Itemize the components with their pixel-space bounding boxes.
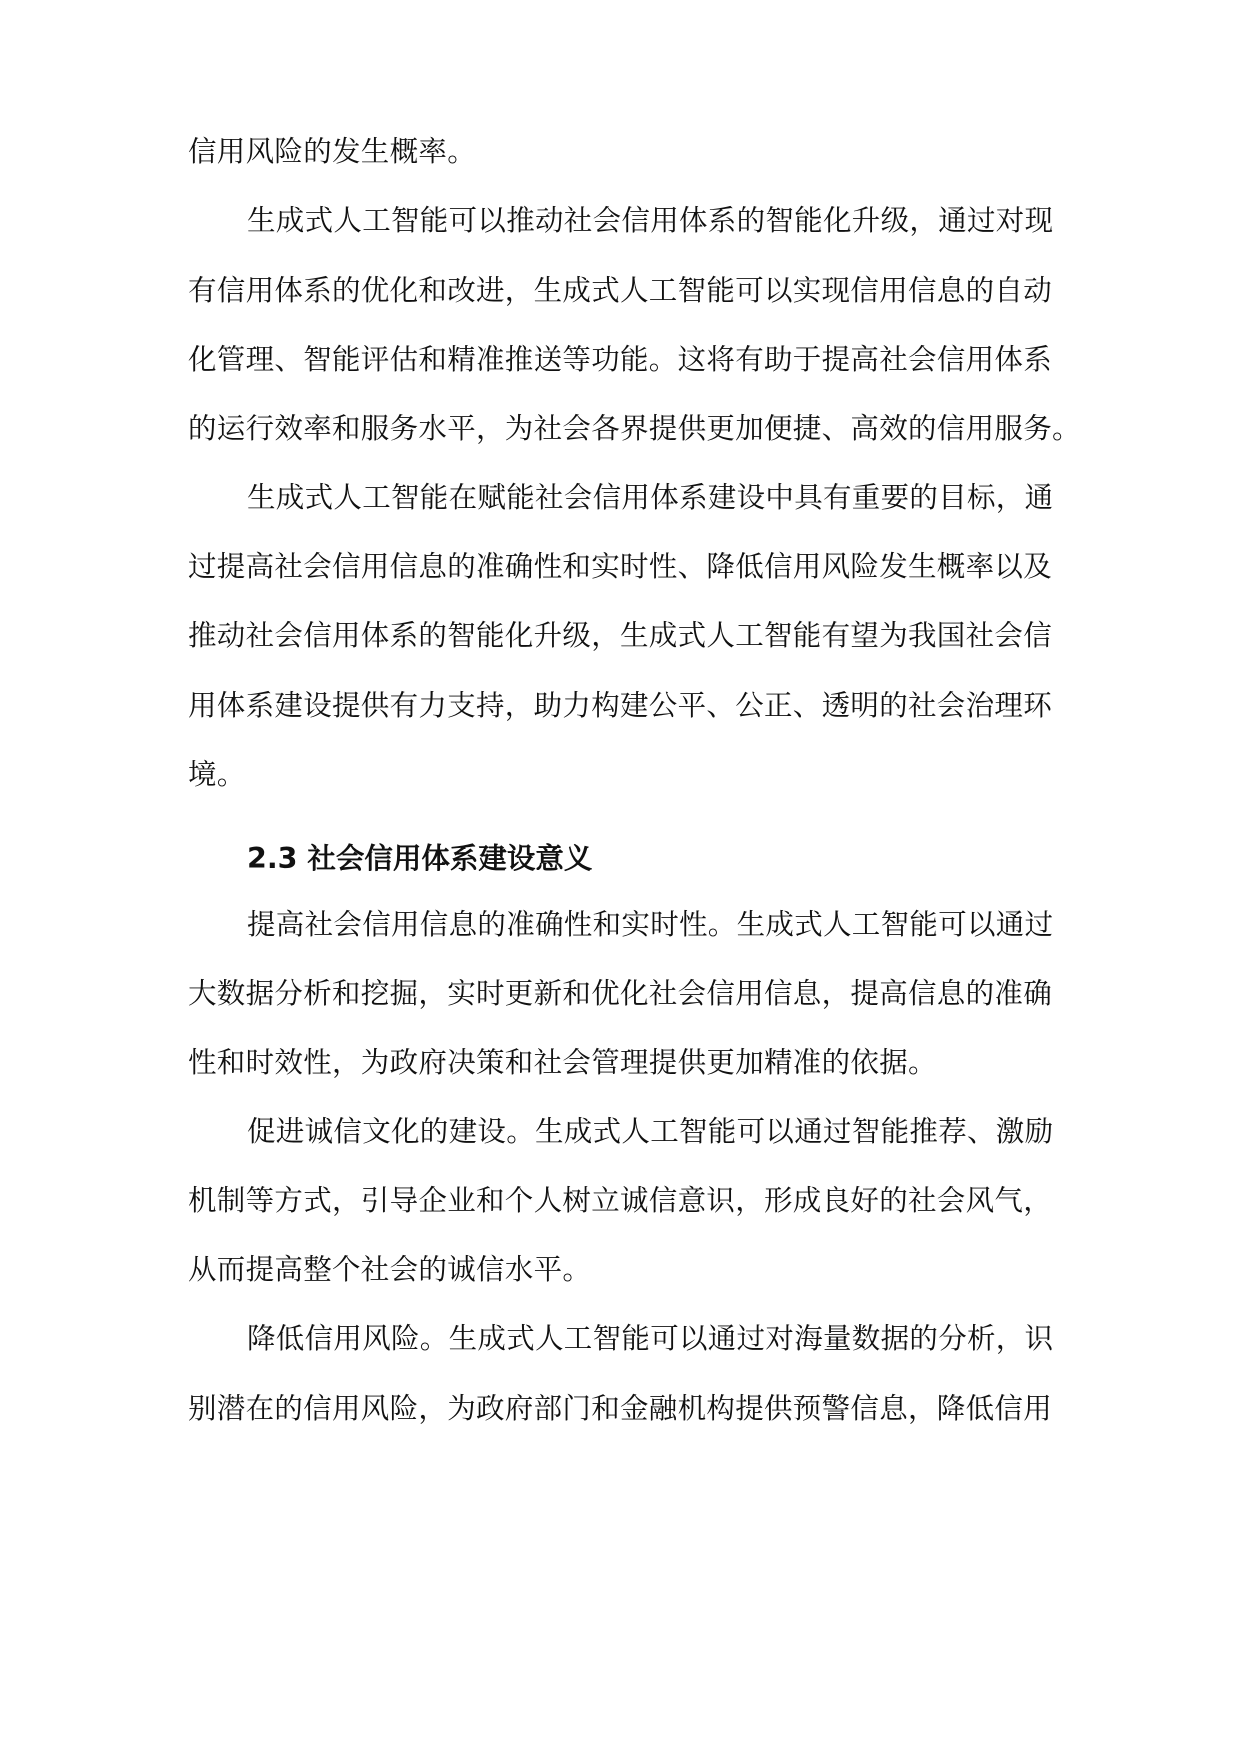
paragraph-line: 信用风险的发生概率。 — [188, 135, 477, 168]
paragraph-line: 生成式人工智能可以推动社会信用体系的智能化升级，通过对现 — [247, 204, 1054, 237]
paragraph-line: 别潜在的信用风险，为政府部门和金融机构提供预警信息，降低信用 — [188, 1392, 1053, 1425]
paragraph-line: 有信用体系的优化和改进，生成式人工智能可以实现信用信息的自动 — [188, 274, 1053, 307]
paragraph-line: 生成式人工智能在赋能社会信用体系建设中具有重要的目标，通 — [247, 481, 1054, 514]
paragraph-line: 机制等方式，引导企业和个人树立诚信意识，形成良好的社会风气， — [188, 1184, 1053, 1217]
paragraph-line: 提高社会信用信息的准确性和实时性。生成式人工智能可以通过 — [247, 908, 1054, 941]
paragraph-line: 大数据分析和挖掘，实时更新和优化社会信用信息，提高信息的准确 — [188, 977, 1053, 1010]
paragraph-line: 境。 — [188, 758, 246, 791]
paragraph-line: 用体系建设提供有力支持，助力构建公平、公正、透明的社会治理环 — [188, 689, 1053, 722]
paragraph-line: 促进诚信文化的建设。生成式人工智能可以通过智能推荐、激励 — [247, 1115, 1054, 1148]
paragraph-line: 的运行效率和服务水平，为社会各界提供更加便捷、高效的信用服务。 — [188, 412, 1081, 445]
paragraph-line: 从而提高整个社会的诚信水平。 — [188, 1253, 592, 1286]
paragraph-line: 降低信用风险。生成式人工智能可以通过对海量数据的分析，识 — [247, 1322, 1054, 1355]
paragraph-line: 性和时效性，为政府决策和社会管理提供更加精准的依据。 — [188, 1046, 937, 1079]
paragraph-line: 推动社会信用体系的智能化升级，生成式人工智能有望为我国社会信 — [188, 619, 1053, 652]
paragraph-line: 化管理、智能评估和精准推送等功能。这将有助于提高社会信用体系 — [188, 343, 1053, 376]
section-heading: 2.3 社会信用体系建设意义 — [247, 842, 593, 875]
paragraph-line: 过提高社会信用信息的准确性和实时性、降低信用风险发生概率以及 — [188, 550, 1053, 583]
